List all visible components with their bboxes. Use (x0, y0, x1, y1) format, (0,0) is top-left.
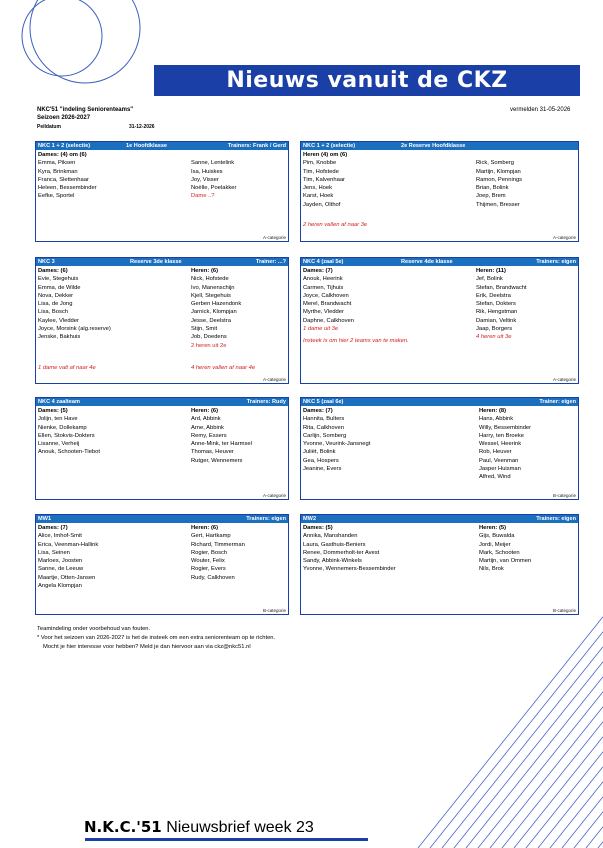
player-name: Angela Klompjan (38, 583, 82, 590)
player-name: Anouk, Heerink (303, 276, 343, 283)
player-name: Yvonne, Veurink-Jansnegt (303, 441, 371, 448)
team-table (300, 514, 579, 615)
team-categorie: A-categorie (552, 377, 576, 382)
column-head (191, 151, 236, 159)
team-name: MW2 (303, 516, 317, 522)
newsletter-brand (84, 818, 314, 837)
player-name: Jens, Hoek (303, 185, 332, 192)
player-name: Joyce, Calkhoven (303, 292, 349, 299)
player-name: Jef, Bolink (476, 276, 503, 283)
team-table (35, 141, 289, 242)
brand-underline (85, 838, 368, 841)
team-column (303, 151, 347, 209)
player-name: Stefan, Brandwacht (476, 284, 527, 291)
team-header (301, 258, 578, 266)
player-name: Nils, Brok (479, 566, 504, 573)
player-name: Kaylee, Vledder (38, 317, 79, 324)
player-name: Martijn, Klompjan (476, 168, 521, 175)
player-name: Gijs, Buwalda (479, 533, 515, 540)
team-trainers: Trainers: Rudy (246, 399, 286, 405)
player-name: Hans, Abbink (479, 416, 514, 423)
player-name: Remy, Essers (191, 432, 227, 439)
team-column (303, 407, 370, 473)
column-head: Dames: (7) (303, 408, 333, 414)
player-name: Stijn, Smit (191, 326, 218, 333)
season: Seizoen 2026-2027 (37, 115, 91, 121)
player-name: Ard, Abbink (191, 416, 221, 423)
player-name: Carlijn, Somberg (303, 432, 347, 439)
team-trainers: Trainers: eigen (246, 516, 286, 522)
player-name: Jarnick, Klompjan (191, 309, 237, 316)
team-column (38, 524, 98, 590)
player-name: Eefke, Sportel (38, 193, 75, 200)
footer-line-1: Teamindeling onder voorbehoud van fouten. (37, 626, 151, 632)
player-name: Hannita, Bulters (303, 416, 345, 423)
column-head: Heren: (5) (479, 525, 507, 531)
team-column (479, 407, 531, 482)
player-name: Jasper Huisman (479, 466, 521, 473)
player-name: Emma, Piksen (38, 160, 76, 167)
player-name: Sanne, de Leeuw (38, 566, 84, 573)
player-name: Mark, Schooten (479, 549, 520, 556)
player-name: Karst, Hoek (303, 193, 334, 200)
column-head (476, 151, 522, 159)
player-name: Ivo, Manenschijn (191, 284, 235, 291)
player-name: Carmen, Tijhuis (303, 284, 344, 291)
player-name: Richard, Timmerman (191, 541, 245, 548)
column-head: Dames: (7) (38, 525, 68, 531)
team-table (35, 397, 289, 500)
player-name: Merel, Brandwacht (303, 301, 352, 308)
team-column (191, 524, 245, 582)
team-table (300, 257, 579, 384)
player-name: Joyce, Morsink (alg.reserve) (38, 326, 111, 333)
player-name: Jenske, Bakhuis (38, 334, 81, 341)
player-name: Harry, ten Broeke (479, 432, 524, 439)
team-name: NKC 4 zaalteam (38, 399, 80, 405)
team-note: 2 heren vallen af naar 3e (303, 222, 368, 228)
player-name: Ramon, Pennings (476, 176, 523, 183)
player-name: Tim, Kalvenhaar (303, 176, 345, 183)
footer-line-3: Mocht je hier interesse voor hebben? Meld je dan hiervoor aan via ckz@nkc51.nl (43, 644, 251, 650)
player-name: Erica, Veenman-Hallink (38, 541, 99, 548)
column-head: Dames: (6) (38, 268, 68, 274)
team-header (36, 398, 288, 406)
player-name: Jesse, Deelstra (191, 317, 231, 324)
player-name: Lisa, Bosch (38, 309, 68, 316)
team-header (301, 515, 578, 523)
player-name: Arne, Abbink (191, 424, 224, 431)
vermelden-date: vermelden 31-05-2026 (510, 107, 571, 113)
team-categorie: A-categorie (262, 493, 286, 498)
team-name: NKC 4 (zaal 5e) (303, 259, 344, 265)
player-name: Isa, Huiskes (191, 168, 223, 175)
player-name: Rik, Hengstman (476, 309, 518, 316)
team-header (301, 398, 578, 406)
team-name: NKC 5 (zaal 6e) (303, 399, 344, 405)
footer-notes (37, 625, 275, 652)
player-name: Rudy, Calkhoven (191, 574, 235, 581)
player-name: Gea, Hospers (303, 457, 339, 464)
banner-title: Nieuws vanuit de CKZ (154, 65, 580, 96)
doc-title: NKC'51 "indeling Seniorenteams" (37, 107, 134, 113)
team-header (36, 142, 288, 150)
column-head: Heren: (8) (479, 408, 507, 414)
team-header (36, 515, 288, 523)
team-column (191, 267, 241, 350)
player-name: Job, Doedens (191, 334, 227, 341)
player-name: Jeanine, Evers (303, 466, 342, 473)
player-name: Sanne, Lentelink (191, 160, 235, 167)
player-name: Marloes, Joosten (38, 558, 83, 565)
team-column (303, 524, 396, 574)
team-categorie: A-categorie (262, 377, 286, 382)
player-name: Franca, Slettenhaar (38, 176, 89, 183)
player-name: Rogier, Bosch (191, 549, 228, 556)
team-name: NKC 1 + 2 (selectie) (38, 143, 91, 149)
player-name: Daphne, Calkhoven (303, 317, 354, 324)
team-table (300, 397, 579, 500)
team-categorie: A-categorie (262, 235, 286, 240)
player-name: Nova, Dekker (38, 292, 74, 299)
player-name: Sandy, Abbink-Winkels (303, 558, 362, 565)
player-name: Joep, Brem (476, 193, 506, 200)
player-name: Joy, Visser (191, 176, 219, 183)
player-name: Yvonne, Wennemers-Bessembinder (303, 566, 396, 573)
team-column (303, 267, 354, 333)
player-name: Nienke, Dollekamp (38, 424, 87, 431)
player-name: Pim, Knobbe (303, 160, 337, 167)
team-column (476, 267, 527, 342)
player-name: Rita, Calkhoven (303, 424, 344, 431)
column-head: Dames: (4) om (6) (38, 152, 87, 158)
player-name: Jaap, Borgers (476, 326, 513, 333)
player-name: Wouter, Felix (191, 558, 225, 565)
team-categorie: B-categorie (262, 608, 286, 613)
player-name: Ellen, Stokvis-Dokters (38, 432, 95, 439)
team-klasse: 2e Reserve Hoofdklasse (401, 143, 466, 149)
player-name: Martijn, van Ommen (479, 558, 532, 565)
team-table (35, 514, 289, 615)
team-trainers: Trainers: eigen (536, 516, 576, 522)
team-column (38, 151, 97, 201)
team-table (35, 257, 289, 384)
player-name: Jolijn, ten Have (38, 416, 78, 423)
column-head: Dames: (7) (303, 268, 333, 274)
column-head: Dames: (5) (303, 525, 333, 531)
team-categorie: B-categorie (552, 608, 576, 613)
player-name: Renee, Dommerholt-ter Avest (303, 549, 380, 556)
team-table (300, 141, 579, 242)
newsletter-week: Nieuwsbrief week 23 (161, 819, 314, 836)
team-trainers: Trainer: ...? (255, 259, 286, 265)
team-trainers: Trainers: eigen (536, 259, 576, 265)
player-name: Rogier, Evers (191, 566, 226, 573)
note-red: 2 heren uit 2e (191, 342, 227, 349)
player-name: Lisa, Seinen (38, 549, 70, 556)
player-name: Thomas, Heuver (191, 449, 234, 456)
player-name: Annika, Manshanden (303, 533, 358, 540)
player-name: Erik, Deelstra (476, 292, 511, 299)
player-name: Willy, Bessembinder (479, 424, 532, 431)
footer-line-2: * Voor het seizoen van 2026-2027 is het de insteek om een extra seniorenteam op te richten. (37, 635, 276, 641)
player-name: Rob, Heuver (479, 449, 512, 456)
player-name: Alice, Imhof-Smit (38, 533, 82, 540)
player-name: Damian, Veltink (476, 317, 517, 324)
note-red: 4 heren uit 3e (476, 334, 512, 341)
team-note: Insteek is om hier 2 teams van te maken. (303, 338, 409, 344)
player-name: Maartje, Otten-Jansen (38, 574, 96, 581)
player-name: Kyra, Brinkman (38, 168, 78, 175)
team-categorie: B-categorie (552, 493, 576, 498)
column-head: Heren (4) om (6) (303, 152, 348, 158)
team-trainers: Trainer: eigen (539, 399, 576, 405)
player-name: Tim, Hofstede (303, 168, 339, 175)
player-name: Anne-Mink, ter Harmsel (191, 441, 252, 448)
team-column (191, 151, 236, 201)
player-name: Evie, Stegehuis (38, 276, 79, 283)
player-name: Rutger, Wennemers (191, 457, 243, 464)
club-logo-text: N.K.C.'51 (84, 818, 162, 836)
player-name: Stefan, Dokters (476, 301, 516, 308)
team-column (476, 151, 522, 209)
player-name: Alfred, Wind (479, 474, 511, 481)
player-name: Jordi, Meijer (479, 541, 511, 548)
team-name: NKC 3 (38, 259, 55, 265)
player-name: Juliët, Bolink (303, 449, 336, 456)
player-name: Anouk, Schooten-Tiebot (38, 449, 100, 456)
team-header (36, 258, 288, 266)
player-name: Heleen, Bessembinder (38, 185, 97, 192)
player-name: Laura, Gasthuis-Beniers (303, 541, 366, 548)
column-head: Heren: (6) (191, 268, 219, 274)
player-name: Kjell, Stegehuis (191, 292, 231, 299)
player-name: Paul, Veenman (479, 457, 519, 464)
player-name: Thijmen, Bresser (476, 201, 520, 208)
player-name: Myrthe, Vledder (303, 309, 344, 316)
column-head: Heren: (6) (191, 408, 219, 414)
team-header (301, 142, 578, 150)
team-column (38, 267, 111, 342)
team-note: 4 heren vallen af naar 4e (191, 365, 256, 371)
team-trainers: Trainers: Frank / Gerd (227, 143, 286, 149)
column-head: Heren: (11) (476, 268, 506, 274)
player-name: Noëlle, Poelakker (191, 185, 237, 192)
team-klasse: Reserve 3de klasse (130, 259, 182, 265)
team-column (191, 407, 252, 465)
player-name: Wessel, Heerink (479, 441, 522, 448)
column-head: Heren: (6) (191, 525, 219, 531)
player-name: Nick, Hofstede (191, 276, 229, 283)
peildatum-label: Peildatum (37, 124, 61, 130)
note-red: 1 dame uit 3e (303, 326, 339, 333)
player-name: Gert, Hartkamp (191, 533, 231, 540)
team-name: MW1 (38, 516, 52, 522)
team-klasse: Reserve 4de klasse (401, 259, 453, 265)
note-red: Dame ..? (191, 193, 215, 200)
team-klasse: 1e Hoofdklasse (126, 143, 168, 149)
player-name: Lisa, de Jong (38, 301, 73, 308)
team-column (479, 524, 531, 574)
team-column (38, 407, 100, 457)
player-name: Gerben Hazendonk (191, 301, 242, 308)
player-name: Emma, de Wilde (38, 284, 81, 291)
peildatum-value: 31-12-2026 (129, 124, 155, 130)
column-head: Dames: (5) (38, 408, 68, 414)
player-name: Rick, Somberg (476, 160, 515, 167)
team-name: NKC 1 + 2 (selectie) (303, 143, 356, 149)
player-name: Jayden, Olthof (303, 201, 341, 208)
player-name: Brian, Bolink (476, 185, 509, 192)
team-categorie: A-categorie (552, 235, 576, 240)
player-name: Lisanne, Verheij (38, 441, 80, 448)
team-note: 1 dame valt af naar 4e (38, 365, 96, 371)
